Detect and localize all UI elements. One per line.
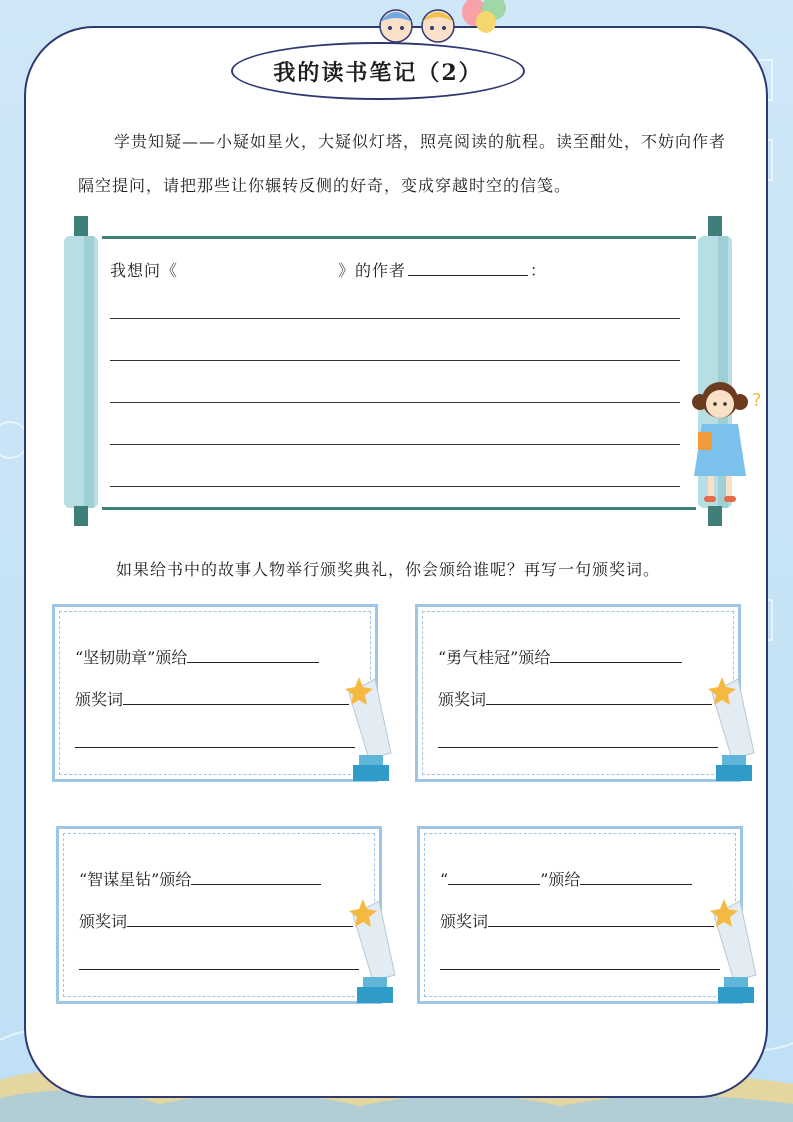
kids-balloons-illustration <box>366 0 546 44</box>
writing-line[interactable] <box>110 360 680 361</box>
award-card-2 <box>415 604 741 782</box>
trophy-icon <box>706 895 766 1005</box>
page-title: 我的读书笔记（2） <box>273 59 483 86</box>
writing-line[interactable] <box>110 402 680 403</box>
scroll-rod-left <box>62 216 100 526</box>
trophy-icon <box>704 673 764 783</box>
award-label: “坚韧勋章”颁给 <box>75 648 188 667</box>
author-name-field[interactable] <box>408 259 528 276</box>
writing-line[interactable] <box>110 444 680 445</box>
award-speech-label: 颁奖词 <box>438 690 487 709</box>
award-card-1 <box>52 604 378 782</box>
question-colon: ： <box>530 261 548 280</box>
award-speech-line[interactable] <box>75 731 355 748</box>
writing-line[interactable] <box>110 486 680 487</box>
award-recipient-field[interactable] <box>550 646 682 663</box>
question-line <box>110 258 547 281</box>
award-card-4 <box>417 826 743 1004</box>
writing-line[interactable] <box>110 318 680 319</box>
svg-text:?: ? <box>752 390 762 411</box>
award-recipient-field[interactable] <box>580 868 692 885</box>
award-recipient-field[interactable] <box>187 646 319 663</box>
award-label: “勇气桂冠”颁给 <box>438 648 551 667</box>
thinking-girl-illustration <box>684 376 770 508</box>
trophy-icon <box>341 673 401 783</box>
award-label: “智谋星钻”颁给 <box>79 870 192 889</box>
award-speech-label: 颁奖词 <box>79 912 128 931</box>
award-intro: 如果给书中的故事人物举行颁奖典礼，你会颁给谁呢？再写一句颁奖词。 <box>116 560 661 579</box>
intro-paragraph: 学贵知疑——小疑如星火，大疑似灯塔，照亮阅读的航程。读至酣处，不妨向作者隔空提问，请把那些让你辗转反侧的好奇，变成穿越时空的信笺。 <box>78 132 727 195</box>
award-label-open: “ <box>440 870 449 889</box>
award-recipient-field[interactable] <box>191 868 321 885</box>
award-speech-field[interactable] <box>123 688 349 705</box>
trophy-icon <box>345 895 405 1005</box>
title-banner <box>231 42 525 100</box>
award-speech-line[interactable] <box>79 953 359 970</box>
award-speech-label: 颁奖词 <box>440 912 489 931</box>
award-speech-field[interactable] <box>127 910 353 927</box>
award-speech-label: 颁奖词 <box>75 690 124 709</box>
award-speech-field[interactable] <box>486 688 712 705</box>
award-speech-line[interactable] <box>438 731 718 748</box>
custom-award-name-field[interactable] <box>448 868 540 885</box>
question-suffix: 》的作者 <box>338 261 407 280</box>
award-card-3 <box>56 826 382 1004</box>
question-writing-lines <box>110 318 680 528</box>
award-speech-line[interactable] <box>440 953 720 970</box>
question-prefix: 我想问《 <box>110 261 179 280</box>
award-speech-field[interactable] <box>488 910 714 927</box>
award-label-close: ”颁给 <box>540 870 581 889</box>
